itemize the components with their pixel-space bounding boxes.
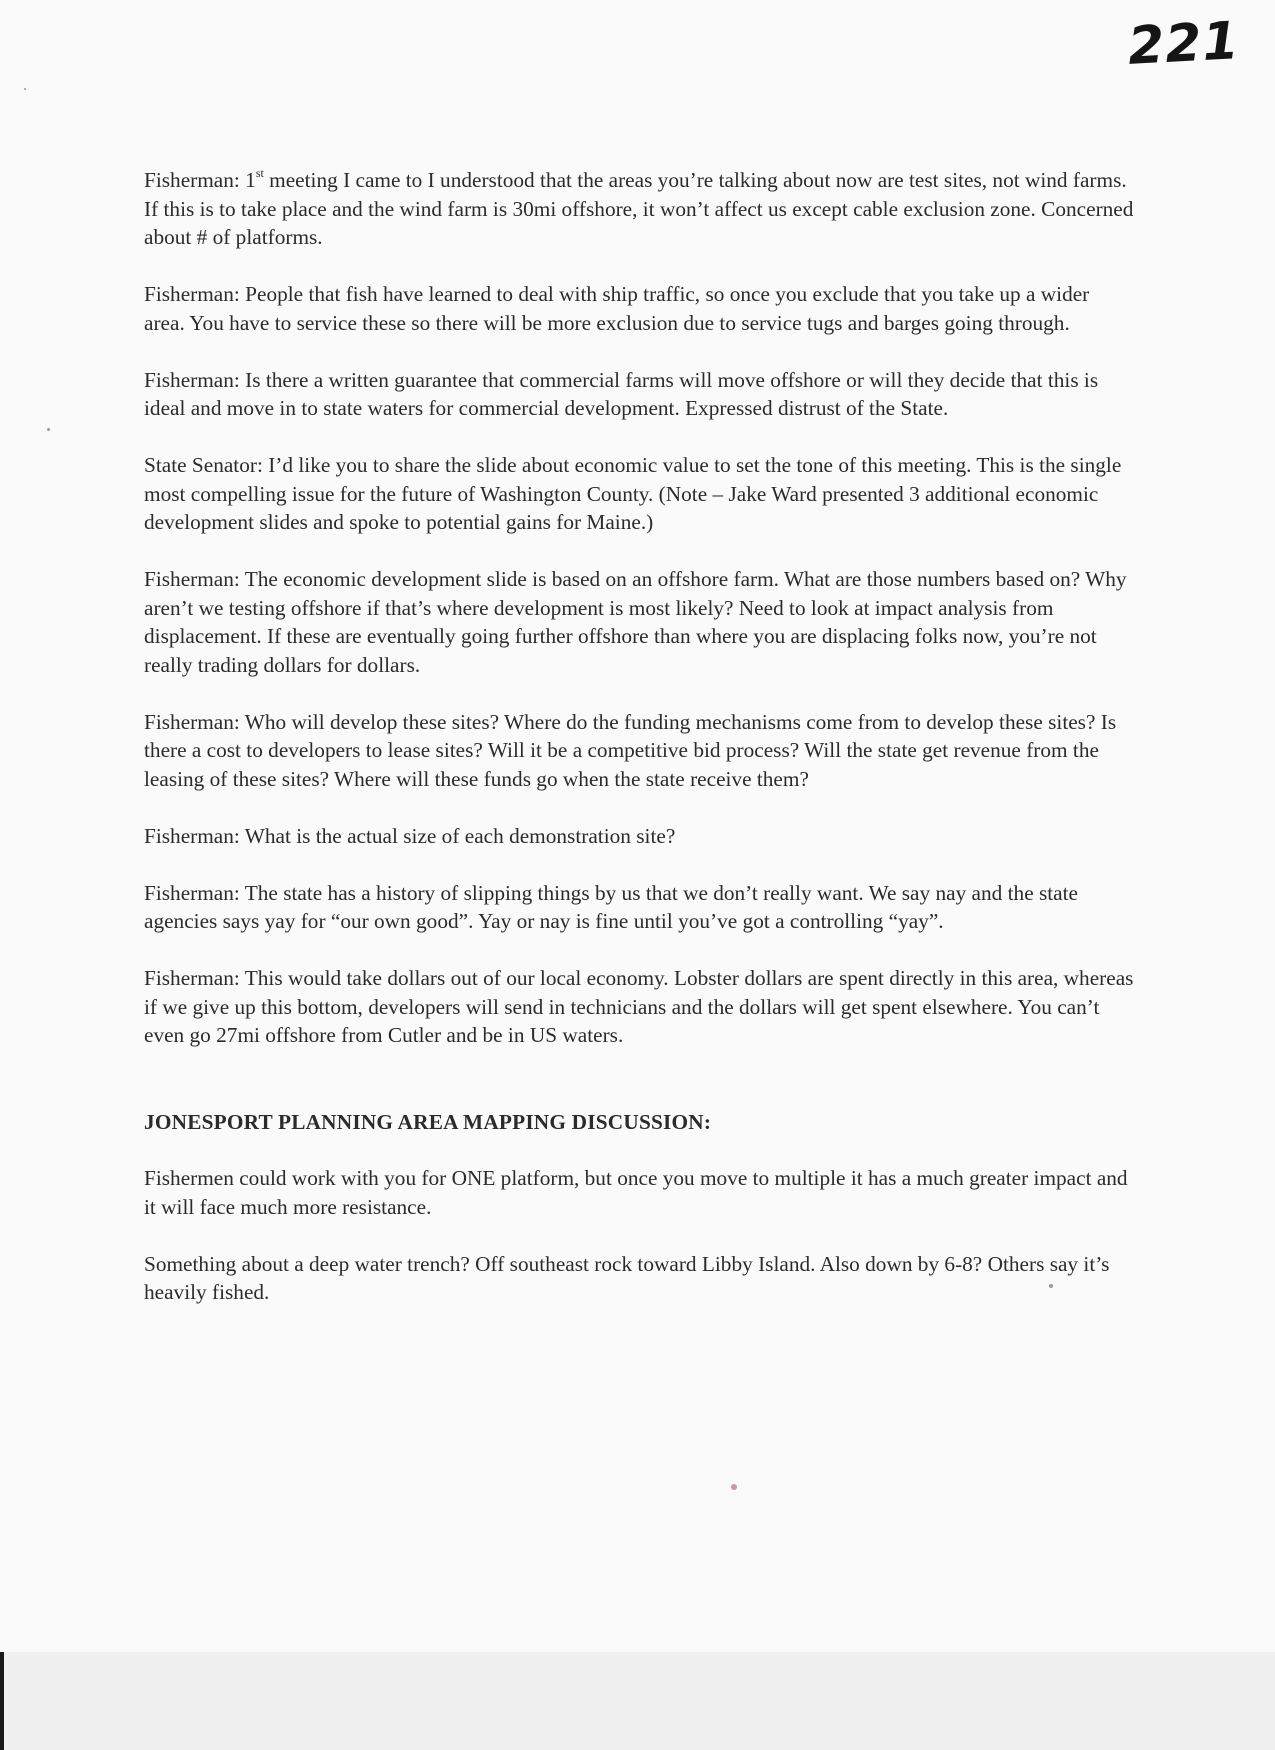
comment-text: 1 [239,168,256,192]
comment-text: I’d like you to share the slide about economic value to set the tone of this meeting. This is the single most compelling issue for the future of Washington County. (Note – Jake Ward presented 3 additional economic development slides and spoke to potential gains for Maine.) [144,453,1122,534]
comment-paragraph [144,822,1134,851]
comment-text: People that fish have learned to deal with ship traffic, so once you exclude that you take up a wider area. You have to service these so there will be more exclusion due to service tugs and barges going through. [144,282,1090,335]
comment-text: Who will develop these sites? Where do the funding mechanisms come from to develop these sites? Is there a cost to developers to lease sites? Will it be a competitive bid process? Will the state get revenue from the leasing of these sites? Where will these funds go when the state receive them? [144,709,1117,791]
comment-paragraph [144,166,1134,252]
comment-paragraph [144,280,1134,337]
speaker-label: Fisherman: [144,567,240,591]
comment-paragraph [144,964,1134,1050]
speaker-label: Fisherman: [144,367,240,392]
section-paragraph: Fishermen could work with you for ONE platform, but once you move to multiple it has a much greater impact and it will face much more resistance. [144,1166,1128,1219]
section-paragraph: Something about a deep water trench? Off southeast rock toward Libby Island. Also down by 6-8? Others say it’s heavily fished. [144,1251,1110,1304]
comment-paragraph [144,708,1134,794]
scan-edge-line [0,1652,4,1750]
document-body [144,166,1134,1335]
comment-paragraph [144,879,1134,936]
comment-text: The state has a history of slipping things by us that we don’t really want. We say nay and the state agencies says yay for “our own good”. Yay or nay is fine until you’ve got a controlling “yay”. [144,880,1078,933]
comment-text: Is there a written guarantee that commercial farms will move offshore or will they decide that this is ideal and move in to state waters for commercial development. Expressed distrust of the State. [144,367,1099,420]
comment-paragraph [144,451,1134,537]
comment-text: What is the actual size of each demonstration site? [239,823,676,848]
speaker-label: Fisherman: [144,880,240,905]
comment-text: The economic development slide is based on an offshore farm. What are those numbers based on? Why aren’t we testing offshore if that’s where development is most likely? Need to look at impact analysis from displacement. If these are eventually going further offshore than where you are displacing folks now, you’re not really trading dollars for dollars. [144,567,1127,677]
speaker-label: Fisherman: [144,966,240,990]
speaker-label: Fisherman: [144,823,240,848]
handwritten-page-number: 221 [1126,11,1242,77]
section-heading: JONESPORT PLANNING AREA MAPPING DISCUSSION: [144,1109,712,1134]
comment-text: This would take dollars out of our local economy. Lobster dollars are spent directly in this area, whereas if we give up this bottom, developers will send in technicians and the dollars will get spent elsewhere. You can’t even go 27mi offshore from Cutler and be in US waters. [144,966,1134,1047]
scan-speck [47,428,50,431]
scan-speck [24,88,26,90]
speaker-label: Fisherman: [144,709,240,734]
comment-text: meeting I came to I understood that the areas you’re talking about now are test sites, not wind farms. If this is to take place and the wind farm is 30mi offshore, it won’t affect us except cable exclusion zone. Concerned about # of platforms. [144,168,1134,249]
speaker-label: Fisherman: [144,282,240,306]
comment-paragraph [144,366,1134,423]
scan-bottom-margin [0,1652,1275,1750]
speaker-label: State Senator: [144,453,263,477]
ordinal-suffix: st [255,165,264,180]
scan-speck [731,1484,737,1490]
speaker-label: Fisherman: [144,168,240,192]
comment-paragraph [144,565,1134,679]
